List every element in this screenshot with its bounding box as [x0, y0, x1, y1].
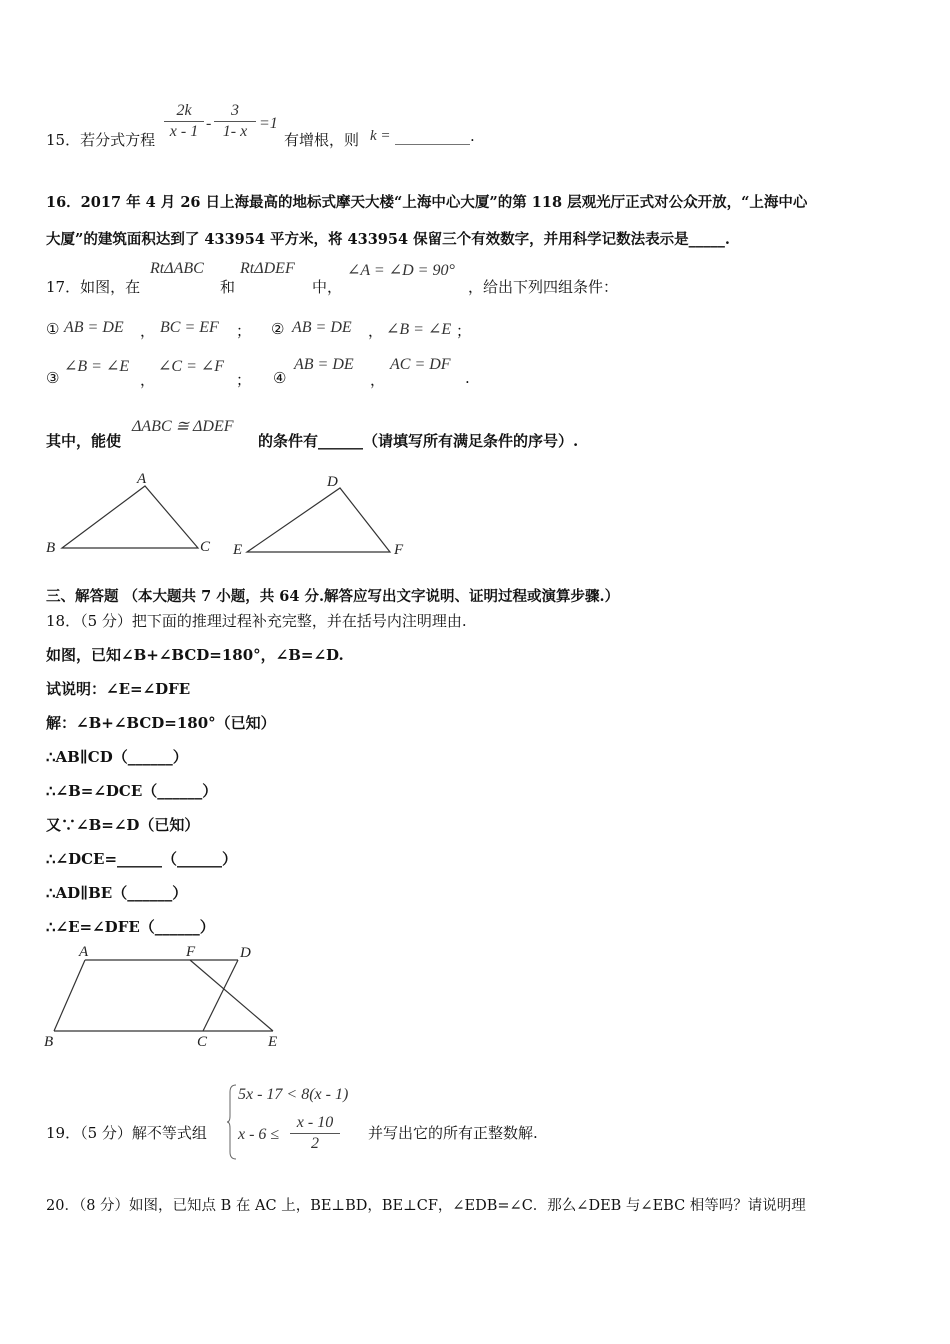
q17-suffix: ，给出下列四组条件： — [468, 278, 619, 296]
q17-condition-1a: AB = DE — [64, 319, 124, 336]
q18-step-3: ∴∠B=∠DCE（______） — [46, 782, 218, 800]
label-a: A — [79, 944, 89, 960]
q19-fraction — [290, 1114, 340, 1153]
label-d: D — [327, 474, 338, 490]
section-3-title: 三、解答题 （本大题共 7 小题，共 64 分.解答应写出文字说明、证明过程或演算步骤.） — [46, 588, 620, 605]
q17-condition-1b: BC = EF — [160, 319, 219, 336]
segment-dc — [203, 960, 238, 1031]
q15-frac1-numerator: 2k — [176, 102, 192, 119]
q17-condition-3-end: ； — [236, 371, 252, 389]
q17-conclusion-prefix: 其中，能使 — [46, 432, 122, 450]
q19-brace — [226, 1084, 238, 1160]
q17-right-angles: ∠A = ∠D = 90° — [347, 262, 455, 279]
q18-step-5: ∴∠DCE=______（______） — [46, 850, 238, 868]
q20-text: 20．（8 分）如图，已知点 B 在 AC 上，BE⊥BD，BE⊥CF，∠EDB=∠C．那么∠DEB 与∠EBC 相等吗？请说明理 — [46, 1198, 806, 1214]
q17-condition-4a: AB = DE — [294, 356, 354, 373]
q15-frac1-denominator: x - 1 — [169, 123, 199, 140]
q17-condition-2b: ∠B = ∠E — [386, 321, 452, 338]
segment-ab — [54, 960, 85, 1031]
fraction-bar — [214, 121, 256, 122]
label-f: F — [394, 542, 404, 558]
q15-prefix: 15．若分式方程 — [46, 131, 156, 149]
q18-step-4: 又∵∠B=∠D（已知） — [46, 816, 200, 834]
q17-condition-2a: AB = DE — [292, 319, 352, 336]
q17-triangles-figure — [40, 468, 420, 560]
triangle-def — [247, 488, 390, 552]
q17-triangle-def: RtΔDEF — [240, 260, 295, 277]
label-e: E — [233, 542, 243, 558]
label-b: B — [44, 1034, 54, 1050]
label-c: C — [200, 539, 211, 555]
q17-in: 中， — [312, 278, 343, 296]
q15-fraction-2 — [214, 102, 256, 141]
q19-prefix: 19．（5 分）解不等式组 — [46, 1124, 207, 1142]
q19-fraction-numerator: x - 10 — [296, 1114, 334, 1131]
q17-triangle-abc: RtΔABC — [150, 260, 204, 277]
q17-congruence: ΔABC ≅ ΔDEF — [132, 418, 234, 435]
q18-step-2: ∴AB∥CD（______） — [46, 748, 188, 766]
q17-condition-4b: AC = DF — [390, 356, 451, 373]
q18-figure — [40, 940, 290, 1052]
label-a: A — [137, 471, 147, 487]
q17-condition-2-sep: ， — [368, 322, 384, 340]
q17-condition-3b: ∠C = ∠F — [158, 358, 225, 375]
q17-prefix: 17．如图，在 — [46, 278, 141, 296]
q17-and: 和 — [220, 278, 236, 296]
q15-frac2-denominator: 1- x — [222, 123, 248, 140]
q18-step-1: 解：∠B+∠BCD=180°（已知） — [46, 714, 276, 732]
q17-condition-2-mark: ② — [271, 320, 285, 338]
q17-condition-4-mark: ④ — [273, 369, 287, 387]
q18-header: 18．（5 分）把下面的推理过程补充完整，并在括号内注明理由. — [46, 612, 467, 630]
fraction-bar — [290, 1133, 340, 1134]
q18-prove: 试说明：∠E=∠DFE — [46, 680, 191, 698]
q17-condition-4-end: . — [465, 369, 470, 387]
triangle-abc — [62, 486, 198, 548]
q17-condition-3-sep: ， — [140, 371, 156, 389]
q15-frac2-numerator: 3 — [231, 102, 239, 119]
q18-step-6: ∴AD∥BE（______） — [46, 884, 188, 902]
q17-condition-3-mark: ③ — [46, 369, 60, 387]
q19-inequality-2-left: x - 6 ≤ — [238, 1126, 280, 1143]
segment-fe — [190, 960, 273, 1031]
q19-suffix: 并写出它的所有正整数解. — [368, 1124, 538, 1142]
q19-inequality-1: 5x - 17 < 8(x - 1) — [238, 1086, 349, 1103]
q15-minus: - — [206, 115, 212, 132]
q15-equals: =1 — [259, 115, 278, 132]
q18-step-7: ∴∠E=∠DFE（______） — [46, 918, 215, 936]
q17-condition-2-end: ； — [456, 322, 472, 340]
q15-variable: k = — [370, 128, 391, 144]
label-b: B — [46, 540, 56, 556]
label-f: F — [186, 944, 196, 960]
q16-line-2: 大厦”的建筑面积达到了 433954 平方米，将 433954 保留三个有效数字，并用科学记数法表示是_____. — [46, 231, 730, 248]
q17-condition-3a: ∠B = ∠E — [64, 358, 130, 375]
fraction-bar — [164, 121, 204, 122]
q15-fraction-1 — [164, 102, 204, 141]
q15-suffix: 有增根，则 — [284, 131, 360, 149]
q17-condition-1-mark: ① — [46, 320, 60, 338]
label-e: E — [268, 1034, 278, 1050]
q17-conclusion-suffix: 的条件有______（请填写所有满足条件的序号）. — [258, 432, 579, 450]
q16-line-1: 16．2017 年 4 月 26 日上海最高的地标式摩天大楼“上海中心大厦”的第 118 层观光厅正式对公众开放，“上海中心 — [46, 194, 808, 211]
q17-condition-1-sep: ， — [140, 322, 156, 340]
label-c: C — [197, 1034, 208, 1050]
q17-condition-1-end: ； — [236, 322, 252, 340]
q15-blank: __________. — [395, 127, 475, 145]
q17-condition-4-sep: ， — [370, 371, 386, 389]
q19-fraction-denominator: 2 — [311, 1135, 319, 1152]
q18-given: 如图，已知∠B+∠BCD=180°，∠B=∠D. — [46, 646, 344, 664]
label-d: D — [240, 945, 251, 961]
